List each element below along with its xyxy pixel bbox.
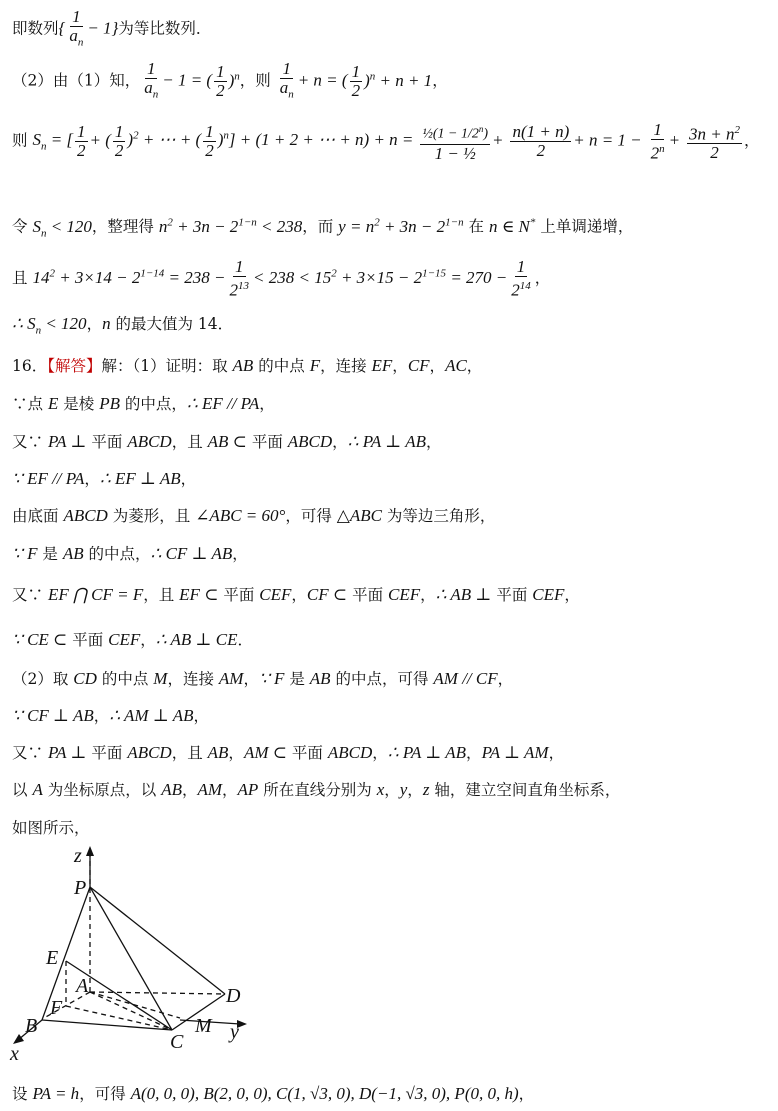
label-B: B <box>25 1015 38 1037</box>
label-y: y <box>230 1021 239 1043</box>
label-P: P <box>74 877 87 899</box>
edge-PD <box>90 887 225 994</box>
text-line-7: 16．【解答】解：（1）证明：取 AB 的中点 F，连接 EF，CF，AC， <box>12 356 483 375</box>
label-E: E <box>46 947 59 969</box>
text-line-11: 由底面 ABCD 为菱形，且 ∠ABC = 60°，可得 △ABC 为等边三角形， <box>12 506 496 525</box>
text-line-8: ∵点 E 是棱 PB 的中点，∴ EF // PA， <box>12 394 275 413</box>
edge-BC <box>42 1020 172 1030</box>
text-line-9: 又∵ PA ⊥ 平面 ABCD，且 AB ⊂ 平面 ABCD，∴ PA ⊥ AB， <box>12 432 442 451</box>
coordinate-figure <box>0 842 300 1074</box>
text-line-12: ∵ F 是 AB 的中点，∴ CF ⊥ AB， <box>12 544 248 563</box>
text-line-4: 令 $S_n < 120$，整理得 $n^2 + 3n - 2^{1-n} < 238$，而 $y = n^2 + 3n - 2^{1-n}$ 在 n ∈ N* 上单调递增， <box>12 216 634 240</box>
text-line-10: ∵ EF // PA，∴ EF ⊥ AB， <box>12 469 197 488</box>
label-A: A <box>76 975 89 997</box>
text-line-2: （2）由（1）知， $\frac{1}{a_n}$ − 1 = ( $\frac{1}{2}$ )$^n$，则 $\frac{1}{a_n}$ + n = ( $\frac{1}{2}$ )$^n$ + n + 1， <box>12 59 448 101</box>
label-D: D <box>226 985 241 1007</box>
label-x: x <box>10 1043 19 1065</box>
text-line-16: ∵ CF ⊥ AB，∴ AM ⊥ AB， <box>12 706 210 725</box>
text-line-3: 则 $S_n$ = [ $\frac{1}{2}$ + ( $\frac{1}{2}$ )$^2$ + ⋯ + ( $\frac{1}{2}$ )$^n$] + (1 + 2 + ⋯ + n) + n = $\frac{\frac{1}{2}(1 - 1/2^n)}{\text{1 − ½}}$ + $\frac{n(1 + n)}{2}$ + n = 1 − $\frac{1}{2^n}$ + $\frac{3n + n^2}{2}$ ， <box>12 119 760 163</box>
text-line-15: （2）取 CD 的中点 M，连接 AM，∵ F 是 AB 的中点，可得 AM // CF， <box>12 669 514 688</box>
label-z: z <box>74 845 82 867</box>
label-M: M <box>195 1015 212 1037</box>
text-line-17: 又∵ PA ⊥ 平面 ABCD，且 AB，AM ⊂ 平面 ABCD，∴ PA ⊥ AB，PA ⊥ AM， <box>12 743 565 762</box>
text-line-20: 设 PA = h，可得 A(0, 0, 0), B(2, 0, 0), C(1, √3, 0), D(−1, √3, 0), P(0, 0, h)， <box>12 1084 535 1103</box>
text-line-13: 又∵ EF ⋂ CF = F，且 EF ⊂ 平面 CEF，CF ⊂ 平面 CEF，∴ AB ⊥ 平面 CEF， <box>12 585 580 604</box>
text-line-6: ∴ $S_n < 120$，n 的最大值为 14． <box>12 314 234 337</box>
text-line-14: ∵ CE ⊂ 平面 CEF，∴ AB ⊥ CE． <box>12 630 254 649</box>
edge-PC <box>90 887 172 1030</box>
z-arrow-icon <box>86 846 94 856</box>
text-line-18: 以 A 为坐标原点，以 AB，AM，AP 所在直线分别为 x，y，z 轴，建立空间直角坐标系， <box>12 780 621 799</box>
text-line-5: 且 $14^2 + 3\times 14 - 2^{1-14} = 238$ − $\frac{1}{2^{13}}$ < $238 < 15^2 + 3\times 15 - 2^{1-15} = 270$ − $\frac{1}{2^{14}}$ ， <box>12 257 551 300</box>
text-line-19: 如图所示， <box>12 819 90 837</box>
label-C: C <box>170 1031 184 1053</box>
edge-AD <box>90 992 225 994</box>
label-F: F <box>50 997 63 1019</box>
text-line-1: 即数列{ $\frac{1}{a_n}$ − 1}为等比数列． <box>12 7 212 49</box>
